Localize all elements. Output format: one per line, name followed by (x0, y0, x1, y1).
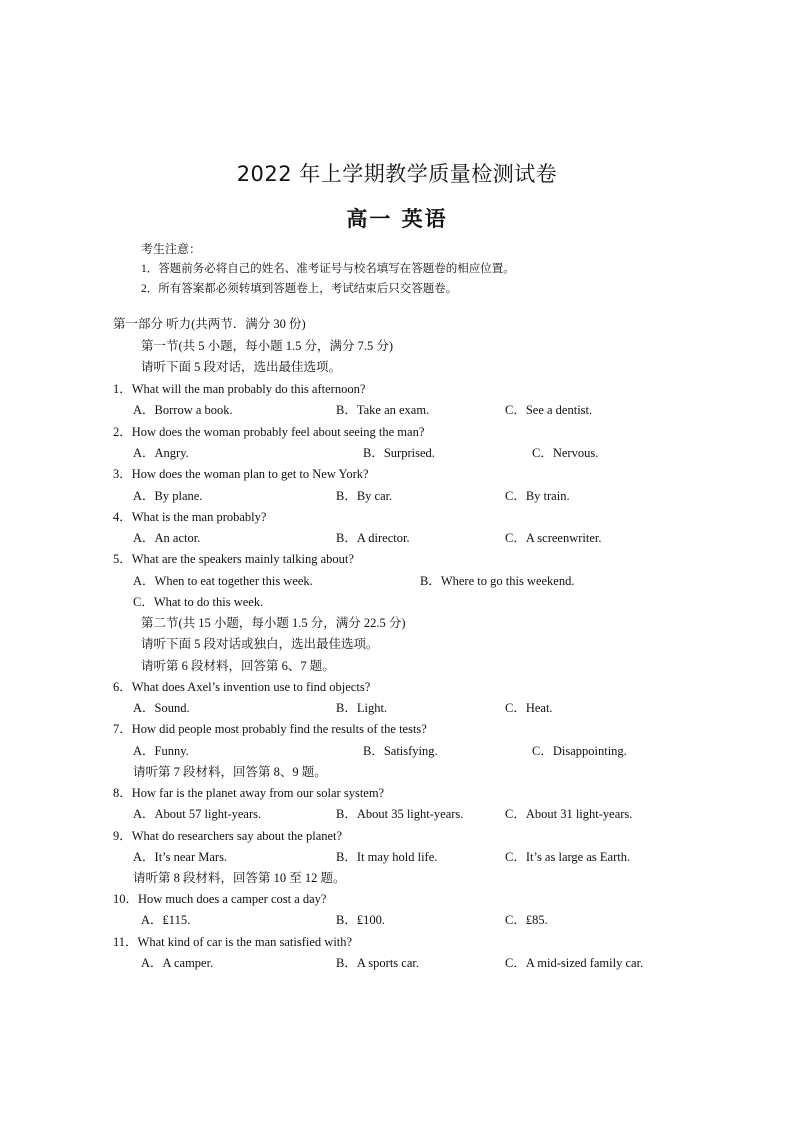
option-a: A．When to eat together this week. (133, 574, 313, 588)
section-heading: 第一节(共 5 小题，每小题 1.5 分，满分 7.5 分) (141, 339, 394, 353)
option-a: A．About 57 light-years. (133, 807, 262, 821)
option-c: C．See a dentist. (505, 403, 593, 417)
question-text: 1．What will the man probably do this afternoon? (113, 382, 366, 396)
option-b: B．About 35 light-years. (336, 807, 464, 821)
material-instruction: 请听第 6 段材料，回答第 6、7 题。 (141, 659, 335, 673)
section-heading: 第二节(共 15 小题，每小题 1.5 分，满分 22.5 分) (141, 616, 406, 630)
option-b: B．Surprised. (363, 446, 435, 460)
option-b: B．Satisfying. (363, 744, 438, 758)
question-text: 6．What does Axel’s invention use to find objects? (113, 680, 371, 694)
option-c: C．A mid-sized family car. (505, 956, 644, 970)
question-text: 4．What is the man probably? (113, 510, 267, 524)
option-b: B．Where to go this weekend. (420, 574, 575, 588)
option-c: C．Disappointing. (532, 744, 627, 758)
option-a: A．Funny. (133, 744, 189, 758)
option-b: B．₤100. (336, 913, 385, 927)
option-c: C．Nervous. (532, 446, 599, 460)
option-b: B．A sports car. (336, 956, 419, 970)
question-text: 11．What kind of car is the man satisfied with? (113, 935, 353, 949)
option-b: B．By car. (336, 489, 393, 503)
option-a: A．An actor. (133, 531, 201, 545)
option-c: C．It’s as large as Earth. (505, 850, 631, 864)
exam-title: 2022 年上学期教学质量检测试卷 (236, 162, 558, 186)
material-instruction: 请听第 7 段材料，回答第 8、9 题。 (133, 765, 327, 779)
option-a: A．By plane. (133, 489, 203, 503)
option-c: C．₤85. (505, 913, 548, 927)
option-a: A．Borrow a book. (133, 403, 233, 417)
question-text: 7．How did people most probably find the results of the tests? (113, 722, 427, 736)
option-a: A．It’s near Mars. (133, 850, 228, 864)
question-text: 2．How does the woman probably feel about seeing the man? (113, 425, 425, 439)
option-c: C．About 31 light-years. (505, 807, 633, 821)
option-b: B．Light. (336, 701, 388, 715)
question-text: 3．How does the woman plan to get to New York? (113, 467, 369, 481)
option-a: A．Angry. (133, 446, 189, 460)
section-instruction: 请听下面 5 段对话，选出最佳选项。 (141, 360, 342, 374)
option-c: C．By train. (505, 489, 570, 503)
question-text: 10．How much does a camper cost a day? (113, 892, 327, 906)
question-text: 8．How far is the planet away from our solar system? (113, 786, 385, 800)
option-b: B．Take an exam. (336, 403, 430, 417)
part-heading: 第一部分 听力(共两节．满分 30 份) (113, 317, 306, 331)
option-a: A．₤115. (141, 913, 191, 927)
exam-subtitle: 高一 英语 (346, 206, 448, 231)
option-c: C．A screenwriter. (505, 531, 602, 545)
option-c: C．Heat. (505, 701, 553, 715)
notice-item: 2．所有答案都必须转填到答题卷上，考试结束后只交答题卷。 (141, 283, 458, 295)
option-b: B．It may hold life. (336, 850, 438, 864)
option-b: B．A director. (336, 531, 410, 545)
notice-heading: 考生注意： (141, 242, 202, 256)
material-instruction: 请听第 8 段材料，回答第 10 至 12 题。 (133, 871, 346, 885)
option-a: A．A camper. (141, 956, 214, 970)
notice-item: 1．答题前务必将自己的姓名、准考证号与校名填写在答题卷的相应位置。 (141, 263, 515, 275)
option-c: C．What to do this week. (133, 595, 264, 609)
option-a: A．Sound. (133, 701, 190, 715)
section-instruction: 请听下面 5 段对话或独白，选出最佳选项。 (141, 637, 379, 651)
question-text: 9．What do researchers say about the planet? (113, 829, 343, 843)
question-text: 5．What are the speakers mainly talking about? (113, 552, 354, 566)
